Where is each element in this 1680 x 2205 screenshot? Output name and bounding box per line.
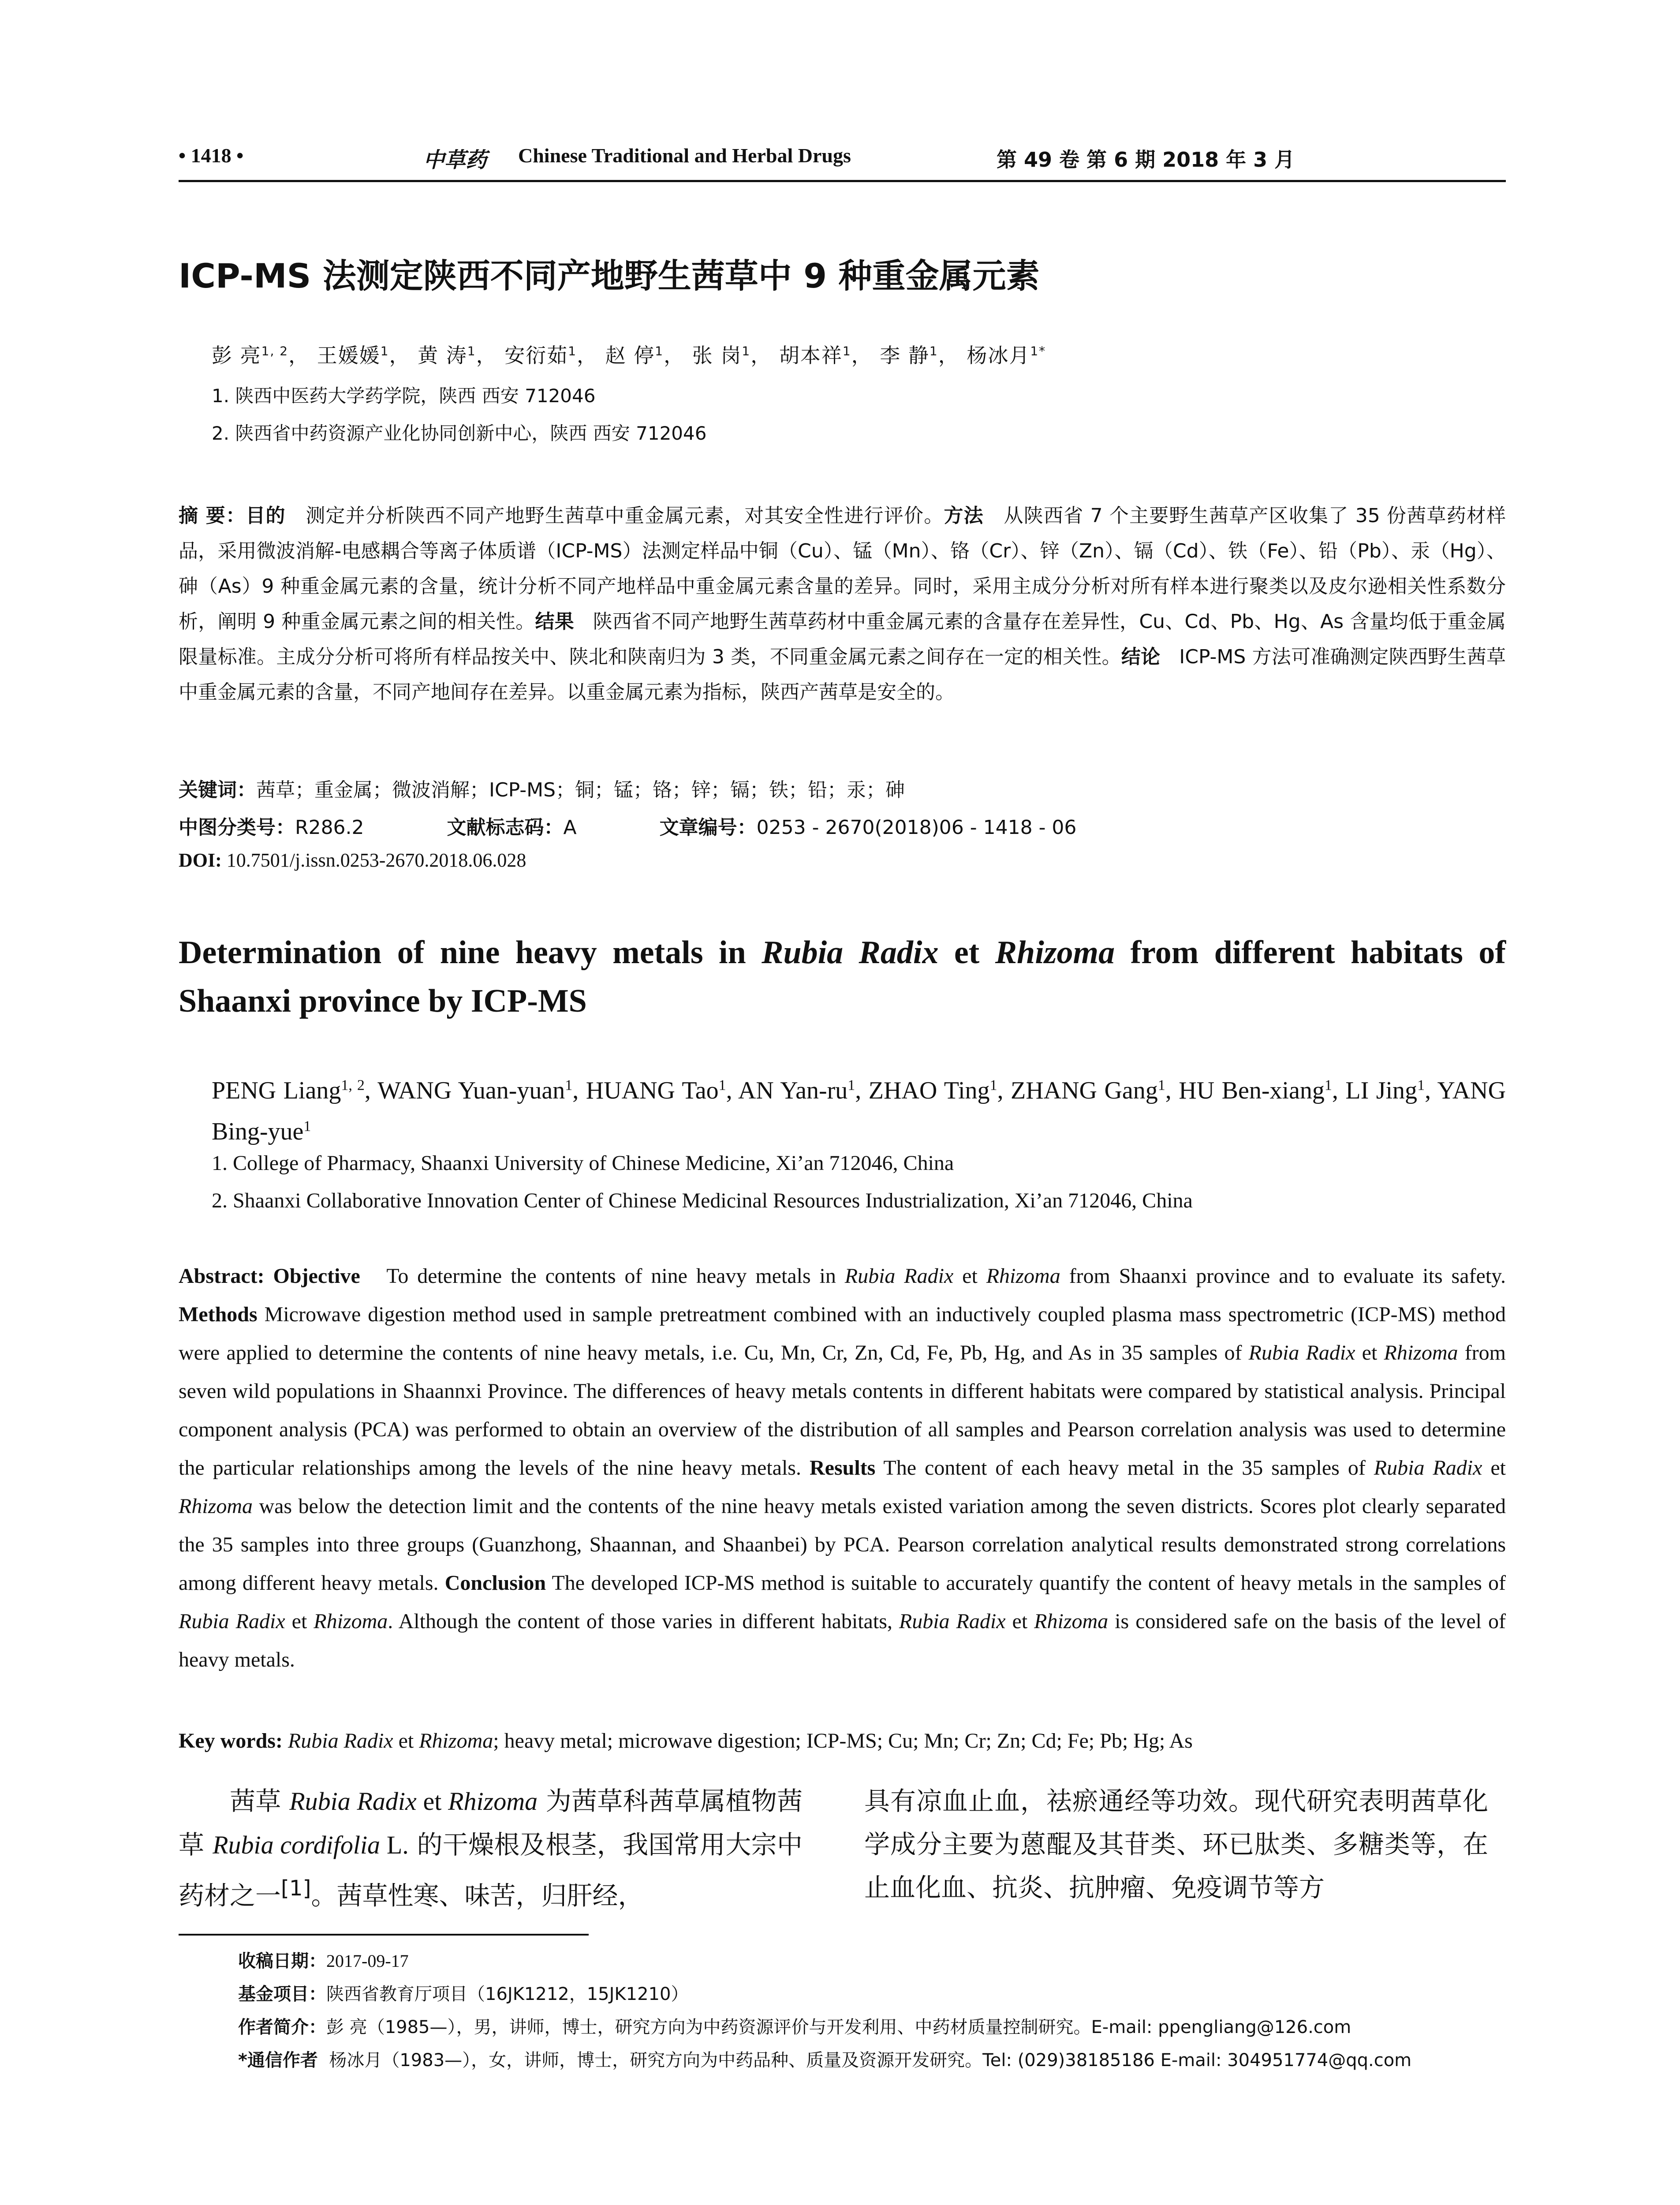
body-text-segment: Rubia Radix <box>289 1787 417 1816</box>
en-abstract-segment: Rubia Radix <box>1374 1456 1482 1480</box>
cn-results-text: 陕西省不同产地野生茜草药材中重金属元素的含量存在差异性，Cu、Cd、Pb、Hg、As 含量均低于重金属限量标准。主成分分析可将所有样品按关中、陕北和陕南归为 3 类，不同重金属元素之间存在一定的相关性。 <box>179 610 1506 668</box>
en-author: HU Ben-xiang$^1$ <box>1179 1076 1332 1104</box>
en-author: HUANG Tao$^1$ <box>586 1076 726 1104</box>
en-abstract-segment: et <box>1482 1456 1506 1480</box>
en-objective-label: Objective <box>273 1264 360 1288</box>
body-text-segment: 为茜草科茜草属植物茜草 <box>179 1786 803 1860</box>
en-abstract-segment: from seven wild populations in Shaannxi Province. The differences of heavy metals contents in different habitats were compared by statistical analysis. Principal component analysis (PCA) was performed to obtain an overview of the distribution of all samples and Pearson correlation analysis was used to determine the particular relationships among the levels of the nine heavy metals. <box>179 1341 1506 1480</box>
body-text-segment: Rhizoma <box>448 1787 538 1816</box>
cn-title: ICP-MS 法测定陕西不同产地野生茜草中 9 种重金属元素 <box>179 256 1040 295</box>
en-author: WANG Yuan-yuan$^1$ <box>377 1076 573 1104</box>
body-text-segment: L. <box>380 1831 409 1859</box>
cn-author: 胡本祥$^1$ <box>779 344 851 367</box>
en-abstract-body <box>179 1264 1506 1671</box>
en-abstract-segment: et <box>285 1610 314 1633</box>
cn-objective-label: 目的 <box>246 505 286 527</box>
en-abstract-segment: Methods <box>179 1303 258 1326</box>
article-no-label: 文章编号： <box>659 816 757 839</box>
body-text-segment: Rubia cordifolia <box>213 1831 381 1859</box>
en-affiliation: 2. Shaanxi Collaborative Innovation Center of Chinese Medicinal Resources Industrialization, Xi’an 712046, China <box>212 1189 1193 1212</box>
en-abstract-segment: Rubia Radix <box>899 1610 1006 1633</box>
body-text-segment: 茜草 <box>230 1786 290 1816</box>
body-text-segment: [1] <box>281 1876 311 1901</box>
en-abstract-segment: Conclusion <box>444 1571 546 1595</box>
en-abstract-segment: is considered safe on the basis of the level of heavy metals. <box>179 1610 1506 1671</box>
cn-conclusion-label: 结论 <box>1121 646 1161 668</box>
en-author: PENG Liang$^{1, 2}$ <box>212 1076 365 1104</box>
en-abstract-segment: . Although the content of those varies in different habitats, <box>388 1610 899 1633</box>
page-number: • 1418 • <box>179 144 244 167</box>
en-keywords-label: Key words: <box>179 1729 283 1753</box>
doi-label: DOI: <box>179 849 222 871</box>
cn-abstract <box>179 498 1506 710</box>
en-abstract-segment: Rubia Radix <box>844 1264 954 1288</box>
en-abstract <box>179 1257 1506 1679</box>
en-abstract-label: Abstract: <box>179 1264 265 1288</box>
cn-author: 王媛媛$^1$ <box>317 344 389 367</box>
body-column-right: 具有凉血止血，祛瘀通经等功效。现代研究表明茜草化学成分主要为蒽醌及其苷类、环已肽类、多糖类等，在止血化血、抗炎、抗肿瘤、免疫调节等方 <box>864 1786 1488 1902</box>
cn-author: 杨冰月$^{1*}$ <box>967 344 1046 367</box>
doc-code-label: 文献标志码： <box>447 816 564 839</box>
footnote-divider <box>179 1934 589 1936</box>
en-keywords-segment: et <box>393 1729 419 1753</box>
en-abstract-segment: et <box>1005 1610 1034 1633</box>
en-abstract-segment: et <box>1355 1341 1384 1364</box>
cn-objective-text: 测定并分析陕西不同产地野生茜草中重金属元素，对其安全性进行评价。 <box>306 505 944 527</box>
running-head <box>179 140 1506 182</box>
en-author: ZHAO Ting$^1$ <box>868 1076 997 1104</box>
classification-line <box>179 811 1076 840</box>
en-abstract-segment: from Shaanxi province and to evaluate its safety. <box>1060 1264 1506 1288</box>
cn-keywords <box>179 774 905 802</box>
cn-author: 黄 涛$^1$ <box>418 344 476 367</box>
en-abstract-segment: Rhizoma <box>986 1264 1060 1288</box>
en-author: AN Yan-$ru^1$ <box>738 1076 855 1104</box>
en-keywords-segment: Rubia Radix <box>287 1729 393 1753</box>
en-abstract-segment: Rhizoma <box>314 1610 388 1633</box>
en-author: LI Jing$^1$ <box>1345 1076 1425 1104</box>
en-abstract-segment: et <box>953 1264 986 1288</box>
cn-results-label: 结果 <box>535 610 575 633</box>
cn-author: 李 静$^1$ <box>880 344 938 367</box>
journal-name-en: Chinese Traditional and Herbal Drugs <box>518 144 851 167</box>
cn-keywords-label: 关键词： <box>179 779 256 801</box>
en-abstract-segment: Rubia Radix <box>179 1610 285 1633</box>
footnote-fund: 基金项目：陕西省教育厅项目（16JK1212，15JK1210） <box>238 1984 689 2004</box>
clc-label: 中图分类号： <box>179 816 295 839</box>
en-keywords-segment: ; heavy metal; microwave digestion; ICP-MS; Cu; Mn; Cr; Zn; Cd; Fe; Pb; Hg; As <box>493 1729 1193 1753</box>
issue-info: 第 49 卷 第 6 期 2018 年 3 月 <box>997 148 1295 172</box>
en-author-list: PENG Liang$^{1, 2}$, WANG Yuan-yuan$^1$, HUANG Tao$^1$, AN Yan-$ru^1$, ZHAO Ting$^1$, ZHANG Gang$^1$, HU Ben-xiang$^1$, LI Jing$^1$, YANG Bing-yue$^1$ <box>212 1076 1506 1146</box>
en-title: Determination of nine heavy metals in Rubia Radix et Rhizoma from different habitats of Shaanxi province by ICP-MS <box>179 934 1506 1019</box>
en-abstract-segment: Rhizoma <box>1034 1610 1109 1633</box>
doi-value[interactable]: 10.7501/j.issn.0253-2670.2018.06.028 <box>226 849 526 871</box>
en-abstract-segment: Rubia Radix <box>1248 1341 1355 1364</box>
clc-value: R286.2 <box>295 816 364 839</box>
en-abstract-segment: Results <box>809 1456 876 1480</box>
cn-author: 安衍茹$^1$ <box>504 344 577 367</box>
en-keywords-segment: Rhizoma <box>419 1729 493 1753</box>
cn-author: 张 岗$^1$ <box>692 344 751 367</box>
en-affiliation: 1. College of Pharmacy, Shaanxi University of Chinese Medicine, Xi’an 712046, China <box>212 1151 954 1175</box>
cn-affiliation: 1. 陕西中医药大学药学院，陕西 西安 712046 <box>212 385 596 407</box>
doi-line <box>179 849 526 871</box>
footnote-received: 收稿日期：2017-09-17 <box>238 1951 409 1971</box>
cn-methods-label: 方法 <box>944 505 984 527</box>
body-column-left <box>179 1779 803 1917</box>
en-abstract-segment: Rhizoma <box>179 1495 253 1518</box>
cn-methods-text: 从陕西省 7 个主要野生茜草产区收集了 35 份茜草药材样品，采用微波消解-电感耦合等离子体质谱（ICP-MS）法测定样品中铜（Cu）、锰（Mn）、铬（Cr）、锌（Zn）、镉（Cd）、铁（Fe）、铅（Pb）、汞（Hg）、砷（As）9 种重金属元素的含量，统计分析不同产地样品中重金属元素含量的差异。同时，采用主成分分析对所有样本进行聚类以及皮尔逊相关性系数分析，阐明 9 种重金属元素之间的相关性。 <box>179 505 1506 633</box>
en-author: ZHANG Gang$^1$ <box>1011 1076 1165 1104</box>
cn-author: 赵 停$^1$ <box>605 344 664 367</box>
cn-author-list: 彭 亮$^{1, 2}$， 王媛媛$^1$， 黄 涛$^1$， 安衍茹$^1$， 赵 停$^1$， 张 岗$^1$， 胡本祥$^1$， 李 静$^1$， 杨冰月$^{1*}$ <box>212 344 1046 367</box>
en-abstract-segment: To determine the contents of nine heavy metals in <box>386 1264 845 1288</box>
cn-keywords-text: 茜草；重金属；微波消解；ICP-MS；铜；锰；铬；锌；镉；铁；铅；汞；砷 <box>256 779 905 801</box>
en-keywords <box>179 1729 1506 1753</box>
footnote-author: 作者简介：彭 亮（1985—），男，讲师，博士，研究方向为中药资源评价与开发利用、中药材质量控制研究。E-mail: ppengliang@126.com <box>238 2017 1351 2037</box>
cn-author: 彭 亮$^{1, 2}$ <box>212 344 289 367</box>
body-text-segment: et <box>416 1787 448 1816</box>
doc-code-value: A <box>563 816 577 839</box>
en-abstract-segment: was below the detection limit and the contents of the nine heavy metals existed variation among the seven districts. Scores plot clearly separated the 35 samples into three groups (Guanzhong, Shaannan, and Shaanbei) by PCA. Pearson correlation analytical results demonstrated strong correlations among different heavy metals. <box>179 1495 1506 1595</box>
cn-conclusion-text: ICP-MS 方法可准确测定陕西野生茜草中重金属元素的含量，不同产地间存在差异。以重金属元素为指标，陕西产茜草是安全的。 <box>179 646 1506 703</box>
body-text-segment: 的干燥根及根茎，我国常用大宗中药材之一 <box>179 1830 803 1911</box>
en-abstract-segment: The developed ICP-MS method is suitable to accurately quantify the content of heavy metals in the samples of <box>546 1571 1506 1595</box>
body-text-segment: 。茜草性寒、味苦，归肝经， <box>311 1880 644 1911</box>
journal-name-cn: 中草药 <box>423 148 487 172</box>
en-abstract-segment: The content of each heavy metal in the 35 samples of <box>875 1456 1374 1480</box>
cn-abstract-label: 摘 要： <box>179 505 246 527</box>
en-abstract-segment: Rhizoma <box>1384 1341 1458 1364</box>
footnote-corresponding: *通信作者 杨冰月（1983—），女，讲师，博士，研究方向为中药品种、质量及资源开发研究。Tel: (029)38185186 E-mail: 304951774@qq.com <box>238 2050 1412 2070</box>
cn-affiliation: 2. 陕西省中药资源产业化协同创新中心，陕西 西安 712046 <box>212 422 707 444</box>
en-keywords-text <box>288 1729 1193 1753</box>
article-no-value: 0253 - 2670(2018)06 - 1418 - 06 <box>756 816 1077 839</box>
en-author: YANG Bing-yue$^1$ <box>212 1076 1506 1146</box>
en-abstract-segment: Microwave digestion method used in sample pretreatment combined with an inductively coupled plasma mass spectrometric (ICP-MS) method were applied to determine the contents of nine heavy metals, i.e. Cu, Mn, Cr, Zn, Cd, Fe, Pb, Hg, and As in 35 samples of <box>179 1303 1506 1364</box>
